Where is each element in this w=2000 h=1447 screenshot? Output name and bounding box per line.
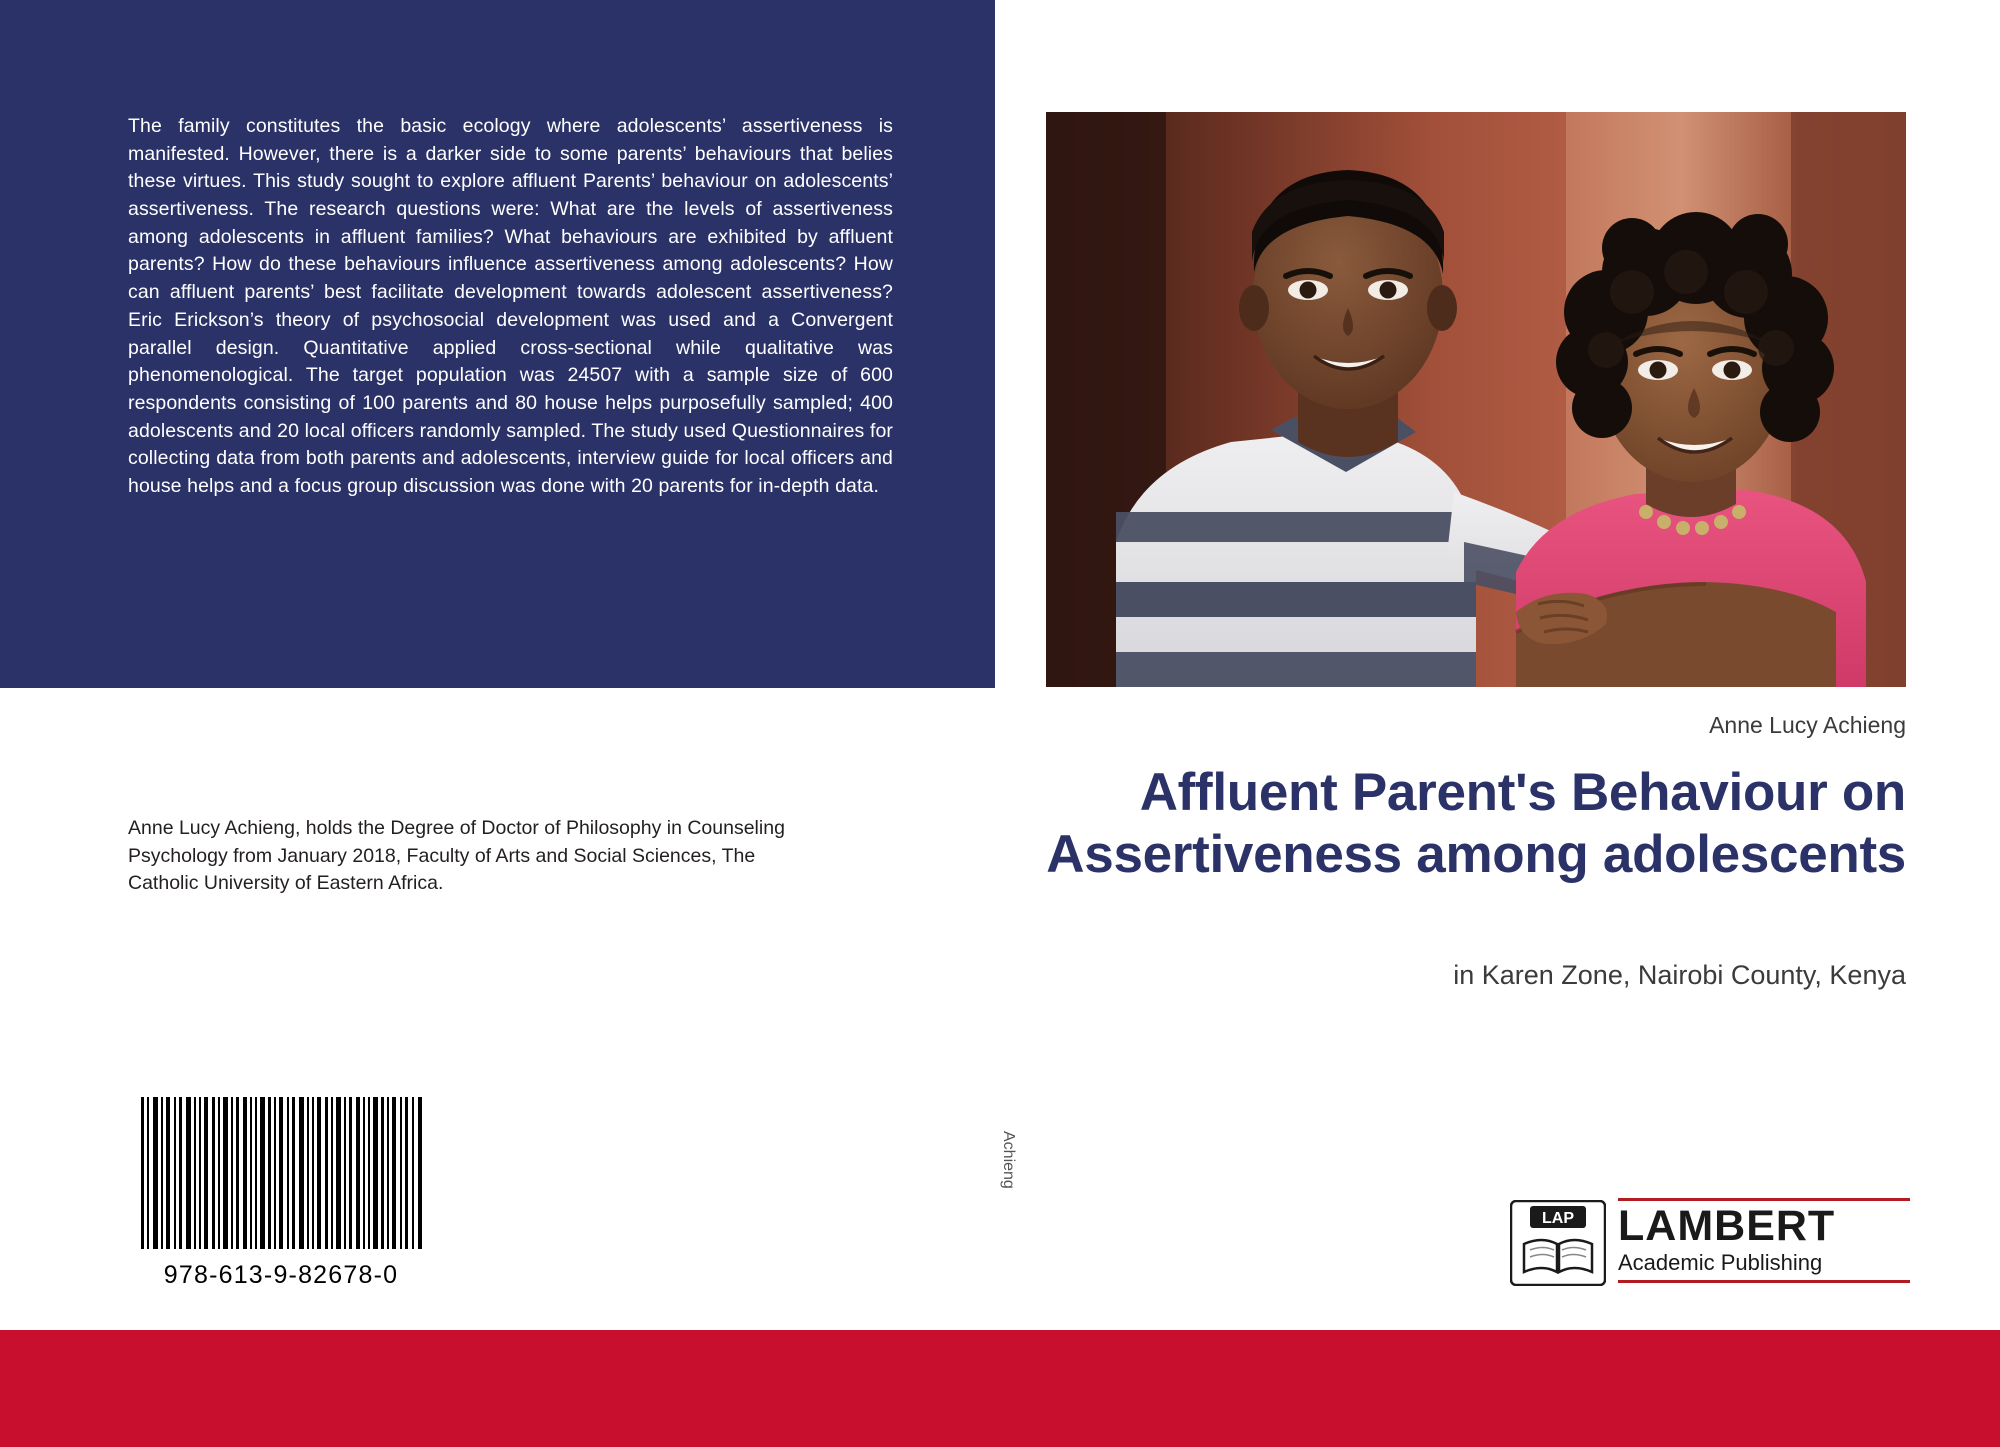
cover-photograph (1046, 112, 1906, 687)
lap-emblem-icon (1510, 1200, 1606, 1286)
spine-author: Achieng (1000, 1131, 1017, 1189)
barcode-block (135, 1093, 435, 1290)
front-author: Anne Lucy Achieng (1709, 712, 1906, 738)
isbn-number: 978-613-9-82678-0 (163, 1261, 399, 1289)
publisher-rule-bottom (1618, 1280, 1910, 1283)
author-bio: Anne Lucy Achieng, holds the Degree of Doctor of Philosophy in Counseling Psychology from January 2018, Faculty of Arts and Social Sciences, The Catholic University of Eastern Africa. (128, 817, 785, 895)
spine-title: Adolescents Behaviour (997, 46, 1016, 220)
publisher-name: LAMBERT (1618, 1202, 1836, 1250)
back-cover-blurb: The family constitutes the basic ecology where adolescents’ assertiveness is manifested. However, there is a darker side to some parents’ behaviours that belies these virtues. This study sought to explore affluent Parents’ behaviour on adolescents’ assertiveness. The research questions were: What are the levels of assertiveness among adolescents in affluent families? What behaviours are exhibited by affluent parents? How do these behaviours influence assertiveness among adolescents? How can affluent parents’ best facilitate development towards adolescent assertiveness? Eric Erickson’s theory of psychosocial development was used and a Convergent parallel design. Quantitative applied cross-sectional while qualitative was phenomenological. The target population was 24507 with a sample size of 600 respondents consisting of 100 parents and 80 house helps purposefully sampled; 400 adolescents and 20 local officers randomly sampled. The study used Questionnaires for collecting data from both parents and adolescents, interview guide for local officers and house helps and a focus group discussion was done with 20 parents for in-depth data. (128, 115, 893, 497)
spine (968, 0, 1040, 1320)
publisher-name-block (1618, 1198, 1910, 1283)
barcode-image (135, 1093, 427, 1253)
bottom-accent-bar (0, 1330, 2000, 1447)
publisher-tagline: Academic Publishing (1618, 1250, 1823, 1276)
svg-text:LAP: LAP (1542, 1210, 1574, 1227)
publisher-logo (1510, 1196, 1910, 1296)
book-title: Affluent Parent's Behaviour on Assertiveness among adolescents (1046, 763, 1906, 884)
book-subtitle: in Karen Zone, Nairobi County, Kenya (1453, 960, 1906, 990)
